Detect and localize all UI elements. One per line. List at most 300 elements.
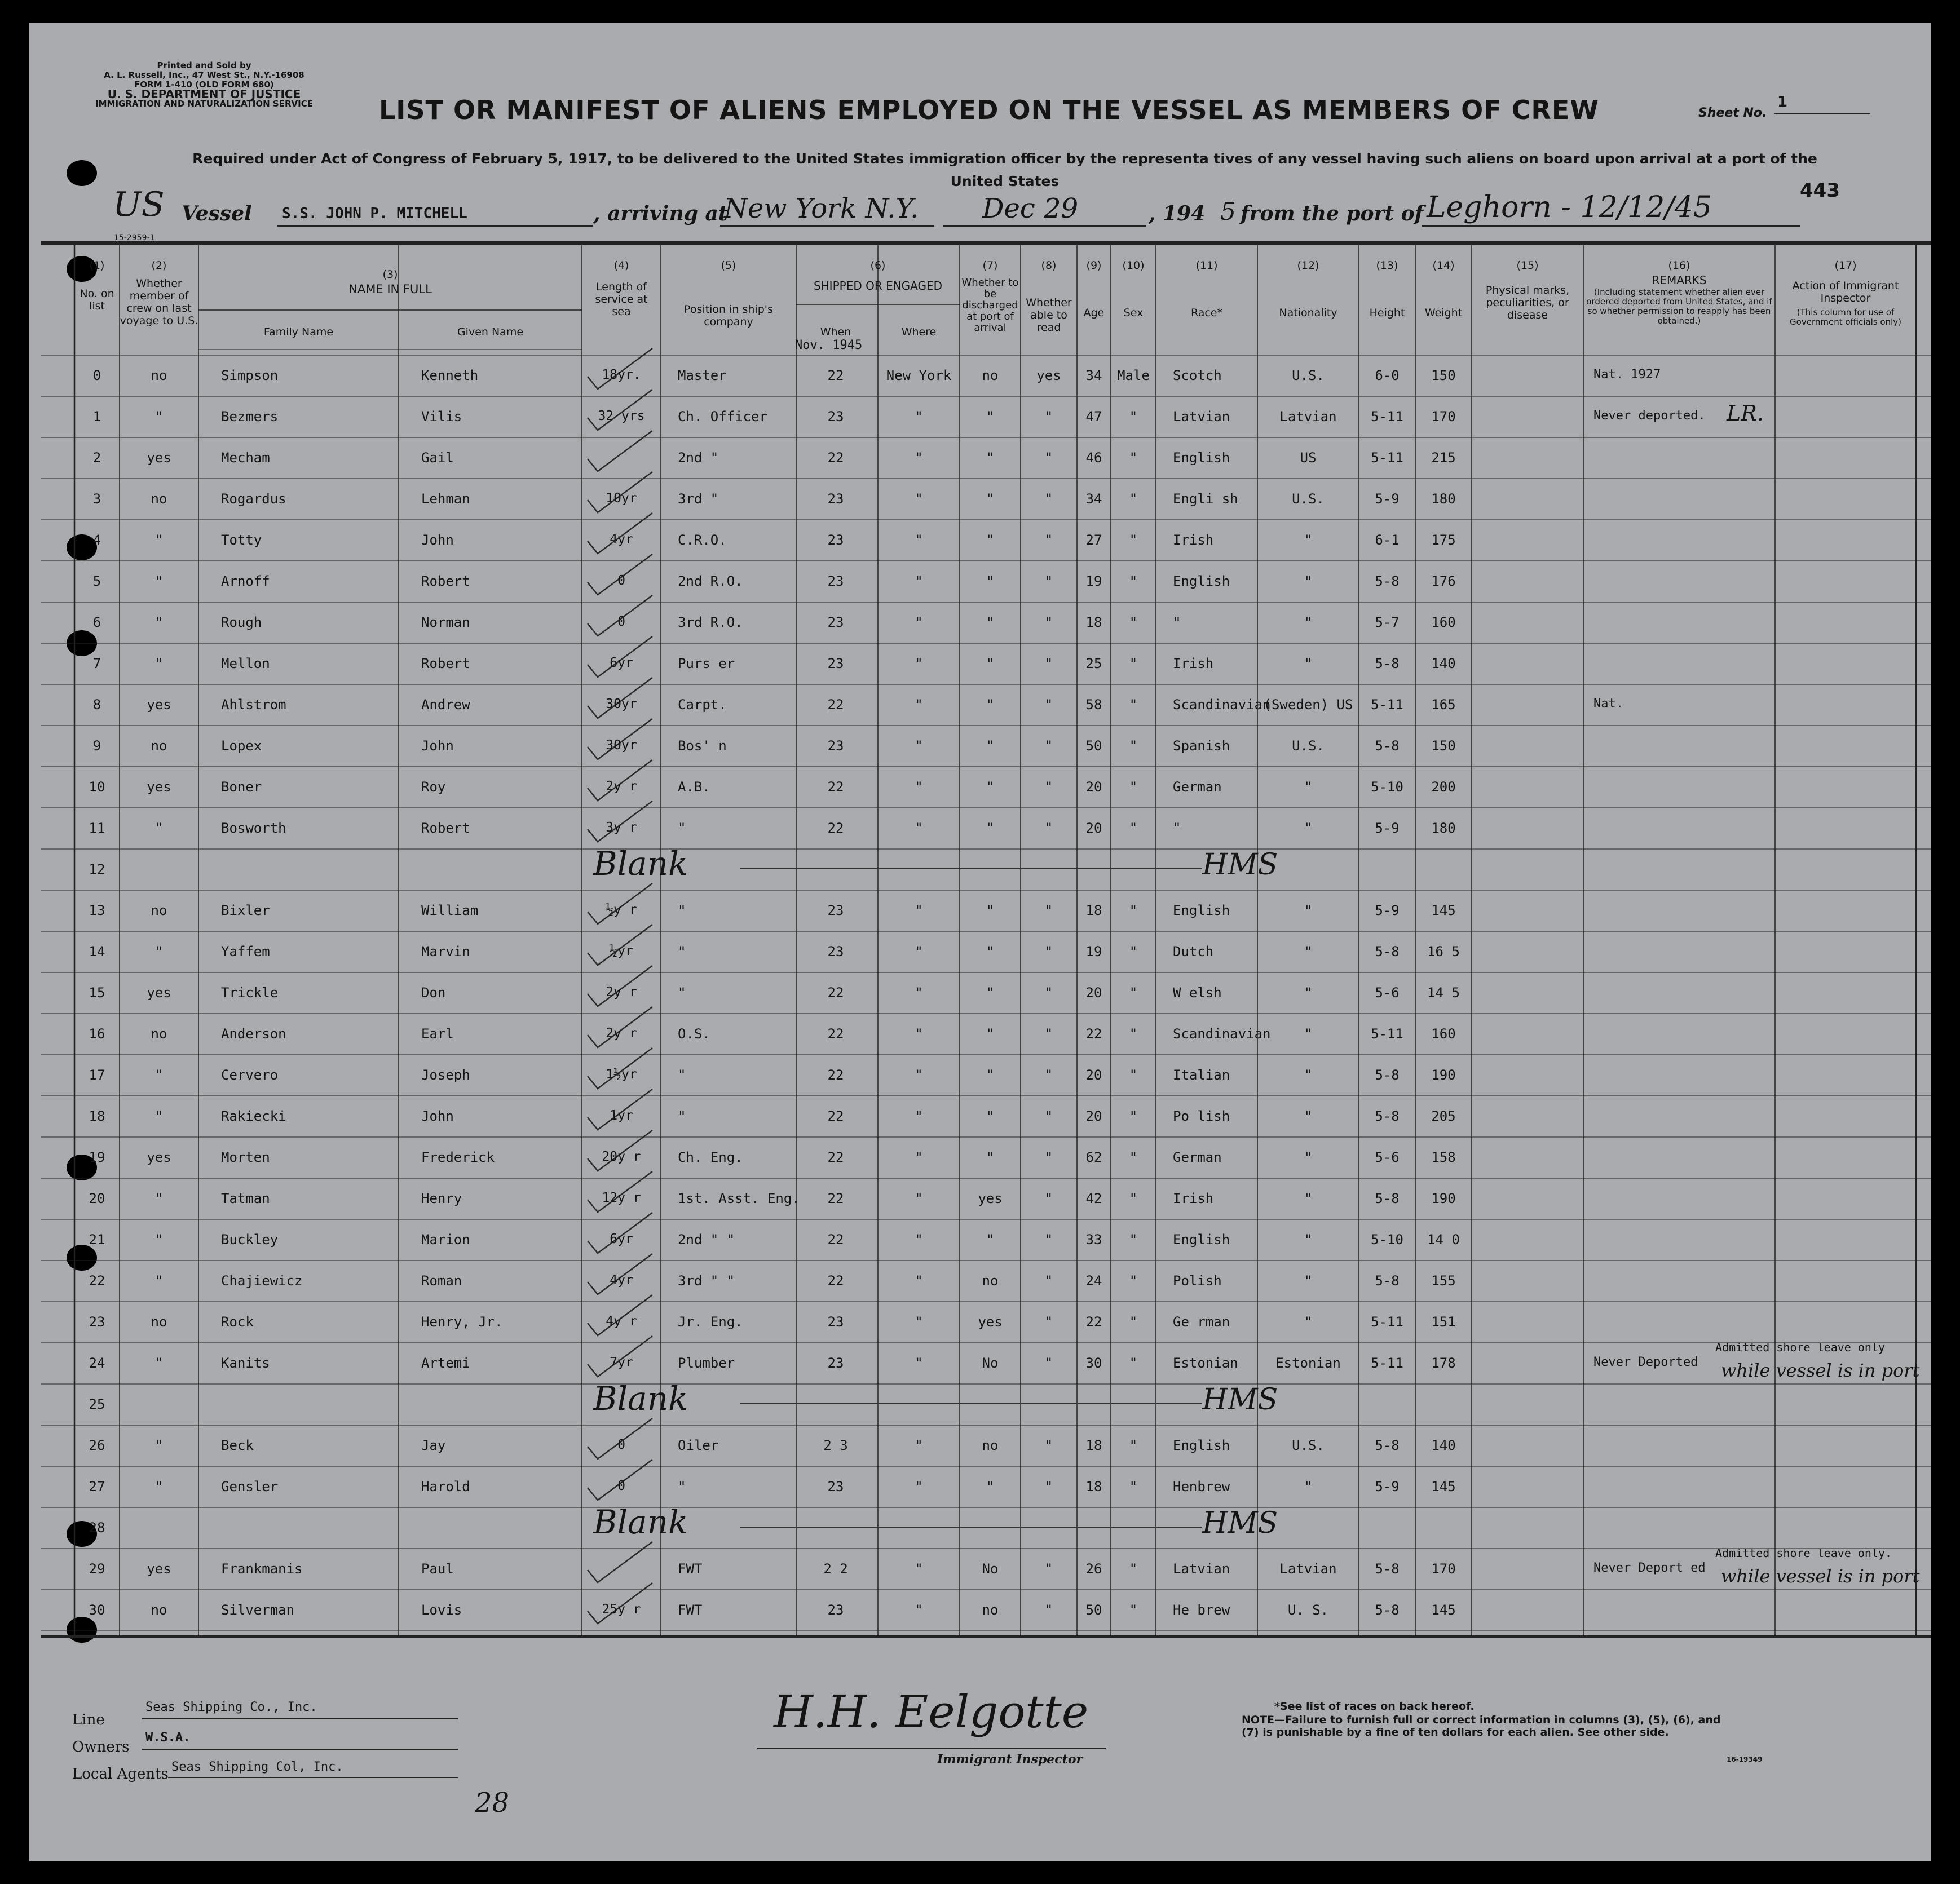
cell-no: 19 [89,1149,105,1165]
cell-when: 23 [827,491,844,507]
cell-age: 50 [1085,738,1102,754]
cell-family: Rogardus [221,491,286,507]
cell-sex: Male [1117,368,1150,383]
cell-given: Roman [421,1273,462,1289]
cell-position: A.B. [678,779,710,795]
cell-family: Mellon [221,656,270,671]
cell-given: Kenneth [421,368,479,383]
cell-disch: yes [978,1191,1003,1206]
cell-weight: 150 [1431,368,1456,383]
cell-prev: no [151,1026,167,1042]
cell-weight: 14 5 [1427,985,1460,1001]
cell-read: " [1044,1273,1053,1289]
cell-no: 2 [92,450,101,466]
cell-service: ½yr [610,944,633,958]
table-row [29,1425,1931,1466]
manifest-sheet [29,23,1931,1861]
cell-where: " [915,409,923,424]
col-7-number: (7) [982,259,998,272]
cell-position: " [678,820,686,836]
cell-nat: " [1304,985,1313,1001]
cell-position: Bos' n [678,738,727,754]
agents-label: Local Agents [72,1766,169,1783]
cell-read: " [1044,1561,1053,1577]
cell-race: Engli sh [1173,491,1238,507]
cell-given: Norman [421,614,470,630]
col-16-note: (Including statement whether alien ever ordered deported from United States, and if so whether permission to reapply has been obtained.) [1586,287,1772,326]
col-5-number: (5) [721,259,736,272]
sheet-number-label: Sheet No. [1698,106,1767,120]
page-number: 443 [1800,179,1840,202]
cell-weight: 190 [1431,1191,1456,1206]
cell-given: Joseph [421,1067,470,1083]
cell-when: 23 [827,738,844,754]
inspector-signature: H.H. Eelgotte [774,1686,1089,1738]
cell-race: Estonian [1173,1355,1238,1371]
cell-position: " [678,1479,686,1494]
cell-prev: " [154,1438,164,1453]
col-5-header: Position in ship's company [684,303,773,328]
cell-where: " [915,656,923,671]
cell-where: " [915,1479,923,1494]
year-prefix: , 194 [1149,202,1206,225]
cell-prev: no [151,368,167,383]
cell-prev: " [154,656,164,671]
table-row [29,1219,1931,1261]
cell-disch: " [986,1067,995,1083]
cell-no: 27 [89,1479,105,1494]
cell-service: 0 [617,1438,625,1452]
cell-disch: " [986,903,995,918]
table-row [29,1590,1931,1631]
cell-height: 5-9 [1375,1479,1400,1494]
cell-service: 30yr [606,738,637,753]
cell-weight: 16 5 [1427,944,1460,959]
cell-prev: no [151,491,167,507]
cell-no: 20 [89,1191,105,1206]
cell-age: 62 [1085,1149,1102,1165]
cell-weight: 158 [1431,1149,1456,1165]
cell-service: 2y r [606,1026,637,1041]
cell-when: 23 [827,1479,844,1494]
owners-underline [142,1749,458,1750]
penalty-note: NOTE—Failure to furnish full or correct information in columns (3), (5), (6), and (7) is punishable by a fine of ten dollars for each alien. See other side. [1242,1714,1721,1739]
cell-nat: " [1304,532,1313,548]
cell-disch: " [986,450,995,466]
cell-service: 12y r [602,1191,641,1205]
col-2-number: (2) [151,259,167,272]
col-11-number: (11) [1195,259,1218,272]
cell-where: " [915,450,923,466]
cell-no: 3 [92,491,101,507]
cell-when: 22 [827,1232,844,1248]
cell-age: 58 [1085,697,1102,713]
cell-age: 19 [1085,944,1102,959]
cell-age: 20 [1085,820,1102,836]
cell-age: 34 [1085,491,1102,507]
cell-nat: U.S. [1292,368,1325,383]
cell-no: 10 [89,779,105,795]
table-row [29,1261,1931,1302]
cell-position: 1st. Asst. Eng. [678,1191,800,1206]
cell-read: " [1044,1232,1053,1248]
cell-given: Henry [421,1191,462,1206]
cell-nat: " [1304,944,1313,959]
col-4-number: (4) [613,259,629,272]
table-row [29,355,1931,396]
cell-nat: Latvian [1279,1561,1337,1577]
cell-nat: " [1304,614,1313,630]
cell-where: " [915,1355,923,1371]
col-9-number: (9) [1086,259,1102,272]
cell-read: " [1044,1438,1053,1453]
col-14-number: (14) [1432,259,1455,272]
cell-race: " [1173,820,1181,836]
cell-sex: " [1129,1149,1138,1165]
cell-sex: " [1129,1438,1138,1453]
cell-no: 29 [89,1561,105,1577]
col-13-number: (13) [1376,259,1398,272]
cell-position: 2nd R.O. [678,573,743,589]
cell-nat: U. S. [1287,1602,1329,1618]
cell-position: Jr. Eng. [678,1314,743,1330]
cell-height: 5-6 [1375,1149,1400,1165]
cell-race: English [1173,1438,1230,1453]
cell-service: 6yr [610,656,633,670]
cell-read: " [1044,409,1053,424]
col-15-number: (15) [1516,259,1539,272]
cell-disch: " [986,1026,995,1042]
cell-read: " [1044,656,1053,671]
cell-race: Scotch [1173,368,1222,383]
blank-strike-line [740,1527,1202,1528]
cell-no: 13 [89,903,105,918]
cell-where: " [915,1026,923,1042]
cell-age: 20 [1085,1067,1102,1083]
cell-prev: " [154,944,164,959]
cell-when: 22 [827,1108,844,1124]
cell-race: He brew [1173,1602,1230,1618]
cell-height: 5-10 [1371,779,1403,795]
printer-line: IMMIGRATION AND NATURALIZATION SERVICE [95,99,313,109]
cell-age: 47 [1085,409,1102,424]
col-16-header: REMARKS [1652,273,1707,287]
cell-remarks: Nat. 1927 [1593,368,1661,382]
table-row [29,808,1931,849]
cell-given: Roy [421,779,446,795]
line-underline [142,1718,458,1719]
cell-given: Robert [421,573,470,589]
cell-no: 22 [89,1273,105,1289]
cell-no: 25 [89,1396,105,1412]
cell-race: Ge rman [1173,1314,1230,1330]
cell-no: 21 [89,1232,105,1248]
cell-read: " [1044,573,1053,589]
col-8-number: (8) [1041,259,1057,272]
cell-sex: " [1129,1355,1138,1371]
cell-weight: 180 [1431,491,1456,507]
cell-when: 23 [827,944,844,959]
cell-height: 5-8 [1375,1602,1400,1618]
cell-height: 6-1 [1375,532,1400,548]
cell-prev: yes [147,1561,171,1577]
cell-service: ½y r [606,903,637,917]
cell-weight: 151 [1431,1314,1456,1330]
cell-weight: 145 [1431,1602,1456,1618]
cell-prev: " [154,1273,164,1289]
cell-read: " [1044,532,1053,548]
table-row [29,602,1931,643]
cell-sex: " [1129,903,1138,918]
cell-position: O.S. [678,1026,710,1042]
cell-prev: yes [147,1149,171,1165]
cell-no: 14 [89,944,105,959]
cell-sex: " [1129,697,1138,713]
arrival-date: Dec 29 [982,193,1079,224]
agents-value: Seas Shipping Col, Inc. [171,1760,343,1774]
cell-prev: " [154,614,164,630]
from-label: from the port of [1241,202,1424,225]
printer-line: A. L. Russell, Inc., 47 West St., N.Y.-16908 [104,70,304,80]
cell-position: " [678,944,686,959]
cell-sex: " [1129,1026,1138,1042]
line-label: Line [72,1711,105,1728]
blank-initials: HMS [1202,1506,1278,1540]
printer-line: U. S. DEPARTMENT OF JUSTICE [107,87,301,101]
cell-where: " [915,1273,923,1289]
cell-sex: " [1129,1602,1138,1618]
cell-given: Robert [421,656,470,671]
cell-service: 3y r [606,820,637,835]
cell-family: Mecham [221,450,270,466]
cell-given: Don [421,985,446,1001]
cell-given: John [421,738,454,754]
cell-remarks: Never deported. [1593,409,1706,423]
cell-position: 3rd " [678,491,719,507]
cell-given: Harold [421,1479,470,1494]
cell-family: Silverman [221,1602,295,1618]
cell-family: Rock [221,1314,254,1330]
cell-nat: " [1304,1149,1313,1165]
cell-read: " [1044,491,1053,507]
cell-family: Tatman [221,1191,270,1206]
cell-family: Totty [221,532,262,548]
cell-prev: " [154,532,164,548]
cell-disch: " [986,985,995,1001]
cell-where: " [915,1149,923,1165]
admitted-note: Admitted shore leave only [1715,1341,1886,1354]
admitted-note-handwritten: while vessel is in port [1721,1565,1920,1587]
cell-prev: " [154,573,164,589]
cell-read: " [1044,1602,1053,1618]
cell-no: 28 [89,1520,105,1536]
cell-position: C.R.O. [678,532,727,548]
cell-height: 5-8 [1375,738,1400,754]
cell-height: 6-0 [1375,368,1400,383]
cell-weight: 176 [1431,573,1456,589]
cell-disch: " [986,820,995,836]
col-12-header: Nationality [1279,307,1337,319]
margin-number: 28 [475,1787,510,1819]
cell-family: Frankmanis [221,1561,303,1577]
cell-disch: " [986,944,995,959]
cell-nat: " [1304,656,1313,671]
cell-height: 5-9 [1375,820,1400,836]
cell-sex: " [1129,820,1138,836]
table-row [29,931,1931,972]
cell-age: 34 [1085,368,1102,383]
cell-given: Marion [421,1232,470,1248]
table-row [29,1466,1931,1507]
cell-weight: 175 [1431,532,1456,548]
cell-nat: U.S. [1292,491,1325,507]
cell-disch: " [986,1149,995,1165]
cell-no: 18 [89,1108,105,1124]
cell-no: 11 [89,820,105,836]
cell-weight: 178 [1431,1355,1456,1371]
cell-age: 25 [1085,656,1102,671]
cell-nat: " [1304,1067,1313,1083]
cell-prev: no [151,903,167,918]
cell-where: " [915,1314,923,1330]
cell-weight: 150 [1431,738,1456,754]
col-6-header: SHIPPED OR ENGAGED [813,279,943,293]
owners-label: Owners [72,1739,130,1755]
cell-disch: no [982,1273,999,1289]
cell-nat: " [1304,1232,1313,1248]
cell-sex: " [1129,532,1138,548]
cell-disch: " [986,409,995,424]
table-row [29,396,1931,437]
cell-nat: U.S. [1292,1438,1325,1453]
cell-given: Earl [421,1026,454,1042]
blank-mark: Blank [593,844,688,883]
admitted-note-handwritten: while vessel is in port [1721,1360,1920,1381]
inspector-action: LR. [1727,401,1764,426]
cell-no: 6 [92,614,101,630]
cell-remarks: Nat. [1593,697,1623,711]
cell-service: 20y r [602,1149,641,1164]
cell-position: Oiler [678,1438,719,1453]
cell-age: 26 [1085,1561,1102,1577]
cell-when: 23 [827,409,844,424]
cell-disch: no [982,368,999,383]
cell-height: 5-8 [1375,1191,1400,1206]
cell-read: " [1044,903,1053,918]
col-14-header: Weight [1424,307,1463,319]
cell-when: 22 [827,368,844,383]
cell-where: " [915,903,923,918]
table-row [29,684,1931,726]
cell-prev: " [154,820,164,836]
table-row [29,1343,1931,1384]
cell-where: " [915,944,923,959]
col-10-number: (10) [1122,259,1145,272]
table-row [29,479,1931,520]
cell-position: Purs er [678,656,735,671]
cell-sex: " [1129,1232,1138,1248]
table-row [29,1379,1931,1425]
cell-race: Spanish [1173,738,1230,754]
cell-age: 33 [1085,1232,1102,1248]
cell-when: 22 [827,450,844,466]
cell-no: 8 [92,697,101,713]
cell-race: Latvian [1173,1561,1230,1577]
line-value: Seas Shipping Co., Inc. [145,1700,317,1714]
cell-weight: 140 [1431,656,1456,671]
table-row [29,437,1931,479]
cell-when: 23 [827,1355,844,1371]
cell-service: 30yr [606,697,637,711]
cell-service: 0 [617,614,625,629]
table-row [29,1055,1931,1096]
cell-family: Trickle [221,985,279,1001]
cell-no: 12 [89,861,105,877]
cell-prev: " [154,1108,164,1124]
cell-sex: " [1129,1067,1138,1083]
cell-where: " [915,1232,923,1248]
cell-where: " [915,1108,923,1124]
manifest-subtitle: Required under Act of Congress of February 5, 1917, to be delivered to the United States immigration officer by the representa tives of any vessel having such aliens on board upon arrival at a port of the United States [192,151,1817,189]
cell-remarks: Never Deported [1593,1355,1698,1369]
cell-position: " [678,903,686,918]
cell-weight: 200 [1431,779,1456,795]
cell-family: Boner [221,779,262,795]
cell-prev: " [154,409,164,424]
cell-race: Irish [1173,532,1214,548]
cell-sex: " [1129,491,1138,507]
cell-nat: " [1304,1479,1313,1494]
cell-no: 16 [89,1026,105,1042]
cell-family: Gensler [221,1479,279,1494]
cell-read: " [1044,985,1053,1001]
cell-given: Robert [421,820,470,836]
cell-nat: Estonian [1275,1355,1341,1371]
cell-disch: yes [978,1314,1003,1330]
cell-service: 18yr. [602,368,641,382]
cell-position: Ch. Eng. [678,1149,743,1165]
col-6a-value: Nov. 1945 [795,338,863,352]
cell-age: 18 [1085,1479,1102,1494]
table-row [29,890,1931,931]
cell-family: Yaffem [221,944,270,959]
us-mark: US [113,185,165,224]
cell-sex: " [1129,1191,1138,1206]
cell-nat: " [1304,903,1313,918]
cell-sex: " [1129,985,1138,1001]
cell-where: " [915,985,923,1001]
cell-nat: " [1304,820,1313,836]
cell-race: Dutch [1173,944,1214,959]
cell-read: " [1044,1191,1053,1206]
cell-height: 5-10 [1371,1232,1403,1248]
cell-disch: " [986,656,995,671]
cell-given: Vilis [421,409,462,424]
cell-race: Irish [1173,1191,1214,1206]
cell-height: 5-8 [1375,1273,1400,1289]
arriving-label: , arriving at [593,202,728,225]
cell-given: William [421,903,479,918]
table-row [29,844,1931,890]
cell-disch: " [986,532,995,548]
cell-prev: yes [147,697,171,713]
cell-weight: 145 [1431,1479,1456,1494]
blank-strike-line [740,1403,1202,1404]
cell-prev: yes [147,779,171,795]
manifest-title: LIST OR MANIFEST OF ALIENS EMPLOYED ON THE VESSEL AS MEMBERS OF CREW [379,95,1600,125]
cell-family: Rakiecki [221,1108,286,1124]
cell-weight: 155 [1431,1273,1456,1289]
